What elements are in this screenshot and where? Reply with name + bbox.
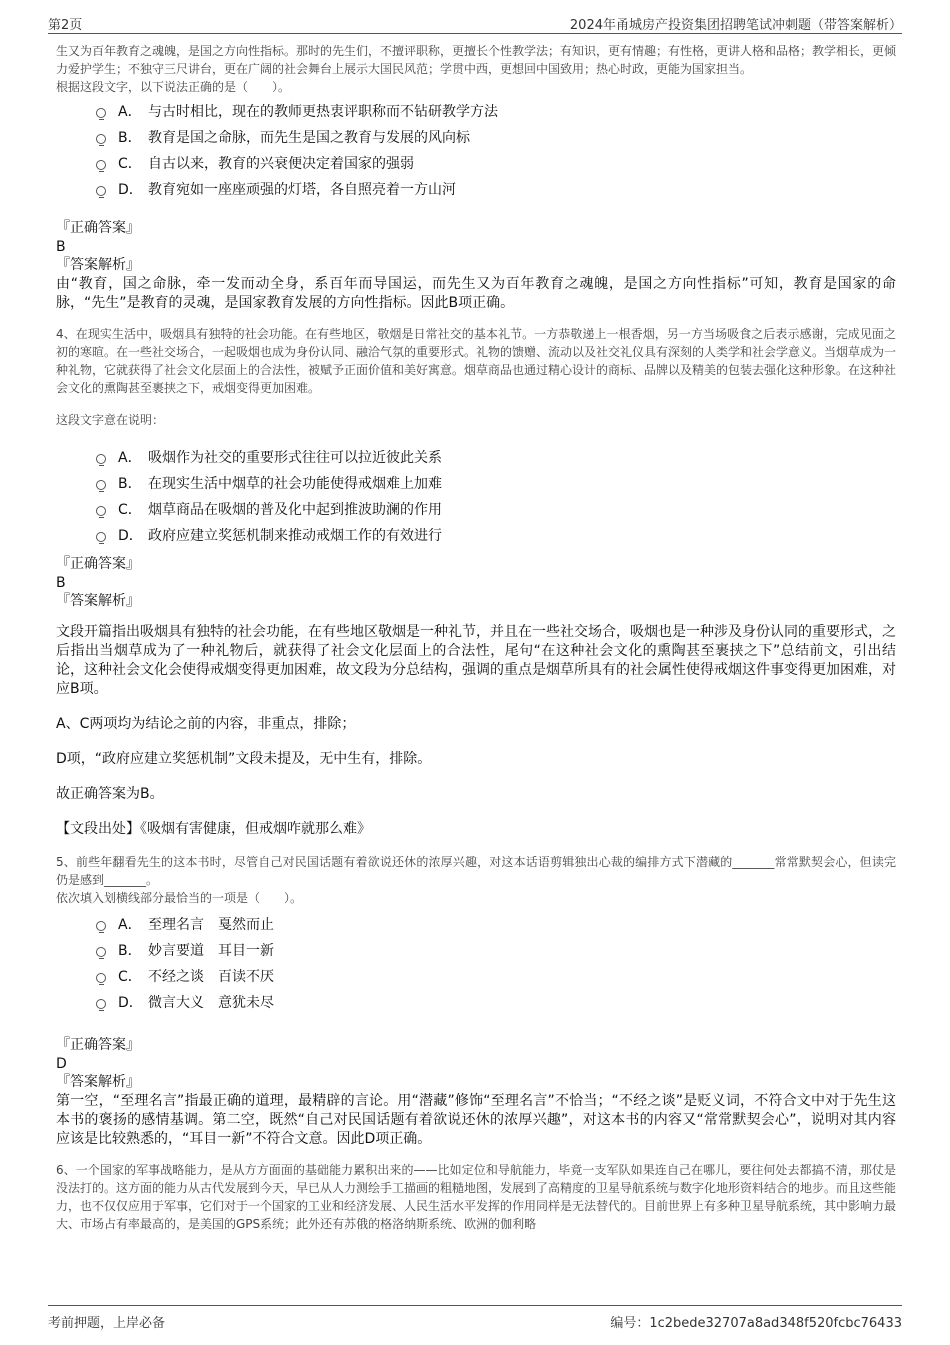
q3-option-a[interactable]: A． 与古时相比，现在的教师更热衷评职称而不钻研教学方法: [56, 99, 896, 125]
q4-note-d: D项，“政府应建立奖惩机制”文段未提及，无中生有，排除。: [56, 751, 432, 767]
header-divider: [48, 33, 902, 34]
radio-icon[interactable]: [96, 506, 106, 516]
q5-prompt: 依次填入划横线部分最恰当的一项是（ ）。: [56, 891, 303, 905]
radio-icon[interactable]: [96, 480, 106, 490]
q5-analysis: 第一空，“至理名言”指最正确的道理，最精辟的言论。用“潜藏”修饰“至理名言”不恰当；“不经之谈”是贬义词，不符合文中对于先生这本书的褒扬的感情基调。第二空，既然“自己对民国话题有着欲说还休的浓厚兴趣”，对这本书的内容又“常常默契会心”，说明对其内容应该是比较熟悉的，“耳目一新”不符合文意。因此D项正确。: [56, 1093, 896, 1147]
radio-icon[interactable]: [96, 160, 106, 170]
q3-answer-label: 『正确答案』: [56, 220, 140, 236]
q4-passage: 4、在现实生活中，吸烟具有独特的社会功能。在有些地区，敬烟是日常社交的基本礼节。一方恭敬递上一根香烟，另一方当场吸食之后表示感谢，完成见面之初的寒暄。在一些社交场合，一起吸烟也成为身份认同、融洽气氛的重要形式。礼物的馈赠、流动以及社交礼仪具有深刻的人类学和社会学意义。当烟草成为一种礼物，它就获得了社会文化层面上的合法性，被赋予正面价值和美好寓意。烟草商品也通过精心设计的商标、品牌以及精美的包装去强化这种形象。在这种社会文化的熏陶甚至裹挟之下，戒烟变得更加困难。: [56, 327, 897, 395]
q3-analysis-label: 『答案解析』: [56, 257, 140, 273]
q3-option-d[interactable]: D． 教育宛如一座座顽强的灯塔，各自照亮着一方山河: [56, 177, 896, 203]
radio-icon[interactable]: [96, 108, 106, 118]
radio-icon[interactable]: [96, 999, 106, 1009]
q3-passage-tail: 生又为百年教育之魂魄，是国之方向性指标。那时的先生们，不擅评职称，更擅长个性教学法；有知识，更有情趣；有性格，更讲人格和品格；教学相长，更倾力爱护学生；不独守三尺讲台，更在广阔的社会舞台上展示大国民风范；学贯中西，更想回中国致用；热心时政，更能为国家担当。: [56, 44, 897, 76]
q4-analysis: 文段开篇指出吸烟具有独特的社会功能，在有些地区敬烟是一种礼节，并且在一些社交场合，吸烟也是一种涉及身份认同的重要形式，之后指出当烟草成为了一种礼物后，就获得了社会文化层面上的合法性，尾句“在这种社会文化的熏陶甚至裹挟之下”总结前文，引出结论，这种社会文化会使得戒烟变得更加困难，故文段为分总结构，强调的重点是烟草所具有的社会属性使得戒烟这件事变得更加困难，对应B项。: [56, 624, 896, 697]
q4-prompt: 这段文字意在说明：: [56, 413, 165, 427]
q6-passage: 6、一个国家的军事战略能力，是从方方面面的基础能力累积出来的——比如定位和导航能力，毕竟一支军队如果连自己在哪儿，要往何处去都搞不清，那仗是没法打的。这方面的能力从古代发展到今天，早已从人力测绘手工描画的粗糙地图，发展到了高精度的卫星导航系统与数字化地形资料结合的地步。而且这些能力，也不仅仅应用于军事，它们对于一个国家的工业和经济发展、人民生活水平发挥的作用同样是无法替代的。目前世界上有多种卫星导航系统，其中影响力最大、市场占有率最高的，是美国的GPS系统；此外还有苏俄的格洛纳斯系统、欧洲的伽利略: [56, 1163, 897, 1231]
q5-option-d[interactable]: D． 微言大义 意犹未尽: [56, 990, 896, 1016]
q4-option-a[interactable]: A． 吸烟作为社交的重要形式往往可以拉近彼此关系: [56, 445, 896, 471]
page-number: 第2页: [48, 18, 83, 33]
document-title: 2024年甬城房产投资集团招聘笔试冲刺题（带答案解析）: [569, 18, 902, 33]
q4-conclusion: 故正确答案为B。: [56, 786, 164, 802]
radio-icon[interactable]: [96, 186, 106, 196]
q4-answer: B: [56, 575, 66, 591]
q4-option-d[interactable]: D． 政府应建立奖惩机制来推动戒烟工作的有效进行: [56, 523, 896, 549]
q3-analysis: 由“教育，国之命脉，牵一发而动全身，系百年而导国运，而先生又为百年教育之魂魄，是国之方向性指标”可知，教育是国家的命脉，“先生”是教育的灵魂，是国家教育发展的方向性指标。因此B项正确。: [56, 276, 896, 311]
q5-option-a[interactable]: A． 至理名言 戛然而止: [56, 912, 896, 938]
q4-option-c[interactable]: C． 烟草商品在吸烟的普及化中起到推波助澜的作用: [56, 497, 896, 523]
q4-option-b[interactable]: B． 在现实生活中烟草的社会功能使得戒烟难上加难: [56, 471, 896, 497]
q5-answer-label: 『正确答案』: [56, 1037, 140, 1053]
q3-option-c[interactable]: C． 自古以来，教育的兴衰便决定着国家的强弱: [56, 151, 896, 177]
q3-answer: B: [56, 239, 66, 255]
radio-icon[interactable]: [96, 532, 106, 542]
q5-analysis-label: 『答案解析』: [56, 1074, 140, 1090]
q3-options: [56, 99, 896, 203]
radio-icon[interactable]: [96, 454, 106, 464]
q4-answer-label: 『正确答案』: [56, 556, 140, 572]
q4-options: [56, 445, 896, 549]
q5-answer: D: [56, 1056, 67, 1072]
q3-prompt: 根据这段文字，以下说法正确的是（ ）。: [56, 80, 291, 94]
q4-note-ac: A、C两项均为结论之前的内容，非重点，排除；: [56, 716, 356, 732]
footer-slogan: 考前押题，上岸必备: [48, 1316, 166, 1331]
q4-source: 【文段出处】《吸烟有害健康，但戒烟咋就那么难》: [56, 821, 371, 837]
document-id: 编号：1c2bede32707a8ad348f520fcbc76433: [610, 1316, 902, 1331]
q4-analysis-label: 『答案解析』: [56, 593, 140, 609]
q5-passage: 5、前些年翻看先生的这本书时，尽管自己对民国话题有着欲说还休的浓厚兴趣，对这本话语剪辑独出心裁的编排方式下潜藏的_______常常默契会心，但读完仍是感到_______。: [56, 855, 896, 887]
radio-icon[interactable]: [96, 921, 106, 931]
q5-options: [56, 912, 896, 1016]
q5-option-b[interactable]: B． 妙言要道 耳目一新: [56, 938, 896, 964]
document-body: [56, 42, 896, 1233]
radio-icon[interactable]: [96, 134, 106, 144]
q5-option-c[interactable]: C． 不经之谈 百读不厌: [56, 964, 896, 990]
footer-divider: [48, 1305, 902, 1306]
radio-icon[interactable]: [96, 973, 106, 983]
page-header: [48, 14, 902, 34]
radio-icon[interactable]: [96, 947, 106, 957]
q3-option-b[interactable]: B． 教育是国之命脉，而先生是国之教育与发展的风向标: [56, 125, 896, 151]
